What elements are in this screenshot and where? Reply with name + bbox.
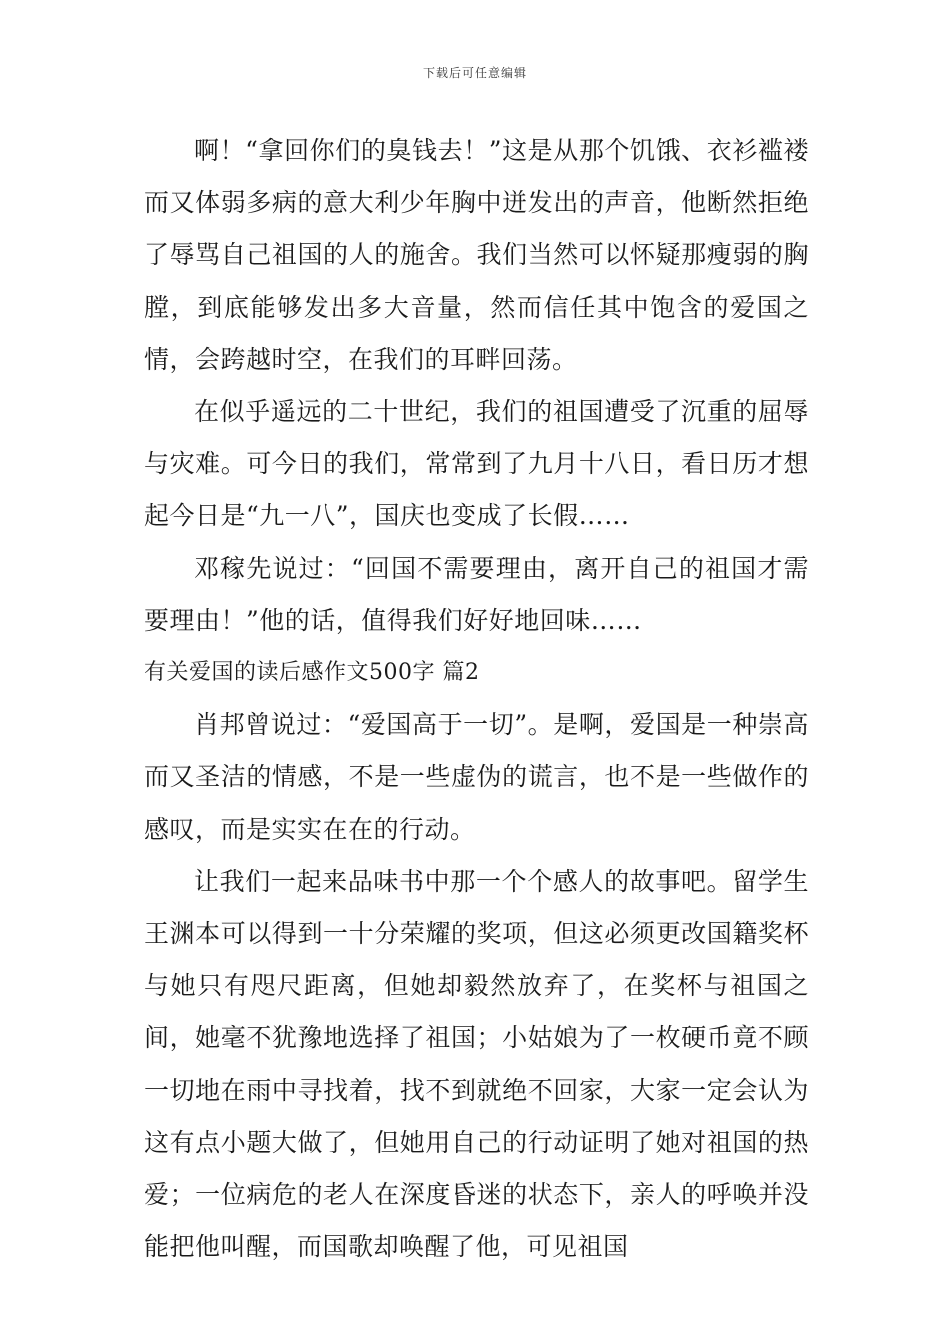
document-body <box>144 125 809 1273</box>
section-title: 有关爱国的读后感作文500字 篇2 <box>144 660 480 686</box>
section-paragraph-2: 让我们一起来品味书中那一个个感人的故事吧。留学生王渊本可以得到一十分荣耀的奖项，但这必须更改国籍奖杯与她只有咫尺距离，但她却毅然放弃了，在奖杯与祖国之间，她毫不犹豫地选择了祖国；小姑娘为了一枚硬币竟不顾一切地在雨中寻找着，找不到就绝不回家，大家一定会认为这有点小题大做了，但她用自己的行动证明了她对祖国的热爱；一位病危的老人在深度昏迷的状态下，亲人的呼唤并没能把他叫醒，而国歌却唤醒了他，可见祖国 <box>144 866 809 1262</box>
header-note: 下载后可任意编辑 <box>422 66 527 80</box>
section-paragraph-1: 肖邦曾说过：“爱国高于一切”。是啊，爱国是一种崇高而又圣洁的情感，不是一些虚伪的谎言，也不是一些做作的感叹，而是实实在在的行动。 <box>144 710 809 844</box>
paragraph-1: 啊！“拿回你们的臭钱去！”这是从那个饥饿、衣衫褴褛而又体弱多病的意大利少年胸中迸发出的声音，他断然拒绝了辱骂自己祖国的人的施舍。我们当然可以怀疑那瘦弱的胸膛，到底能够发出多大音量，然而信任其中饱含的爱国之情，会跨越时空，在我们的耳畔回荡。 <box>144 136 809 374</box>
paragraph-2: 在似乎遥远的二十世纪，我们的祖国遭受了沉重的屈辱与灾难。可今日的我们，常常到了九月十八日，看日历才想起今日是“九一八”，国庆也变成了长假…… <box>144 397 809 531</box>
paragraph-3: 邓稼先说过：“回国不需要理由，离开自己的祖国才需要理由！”他的话，值得我们好好地回味…… <box>144 553 809 635</box>
